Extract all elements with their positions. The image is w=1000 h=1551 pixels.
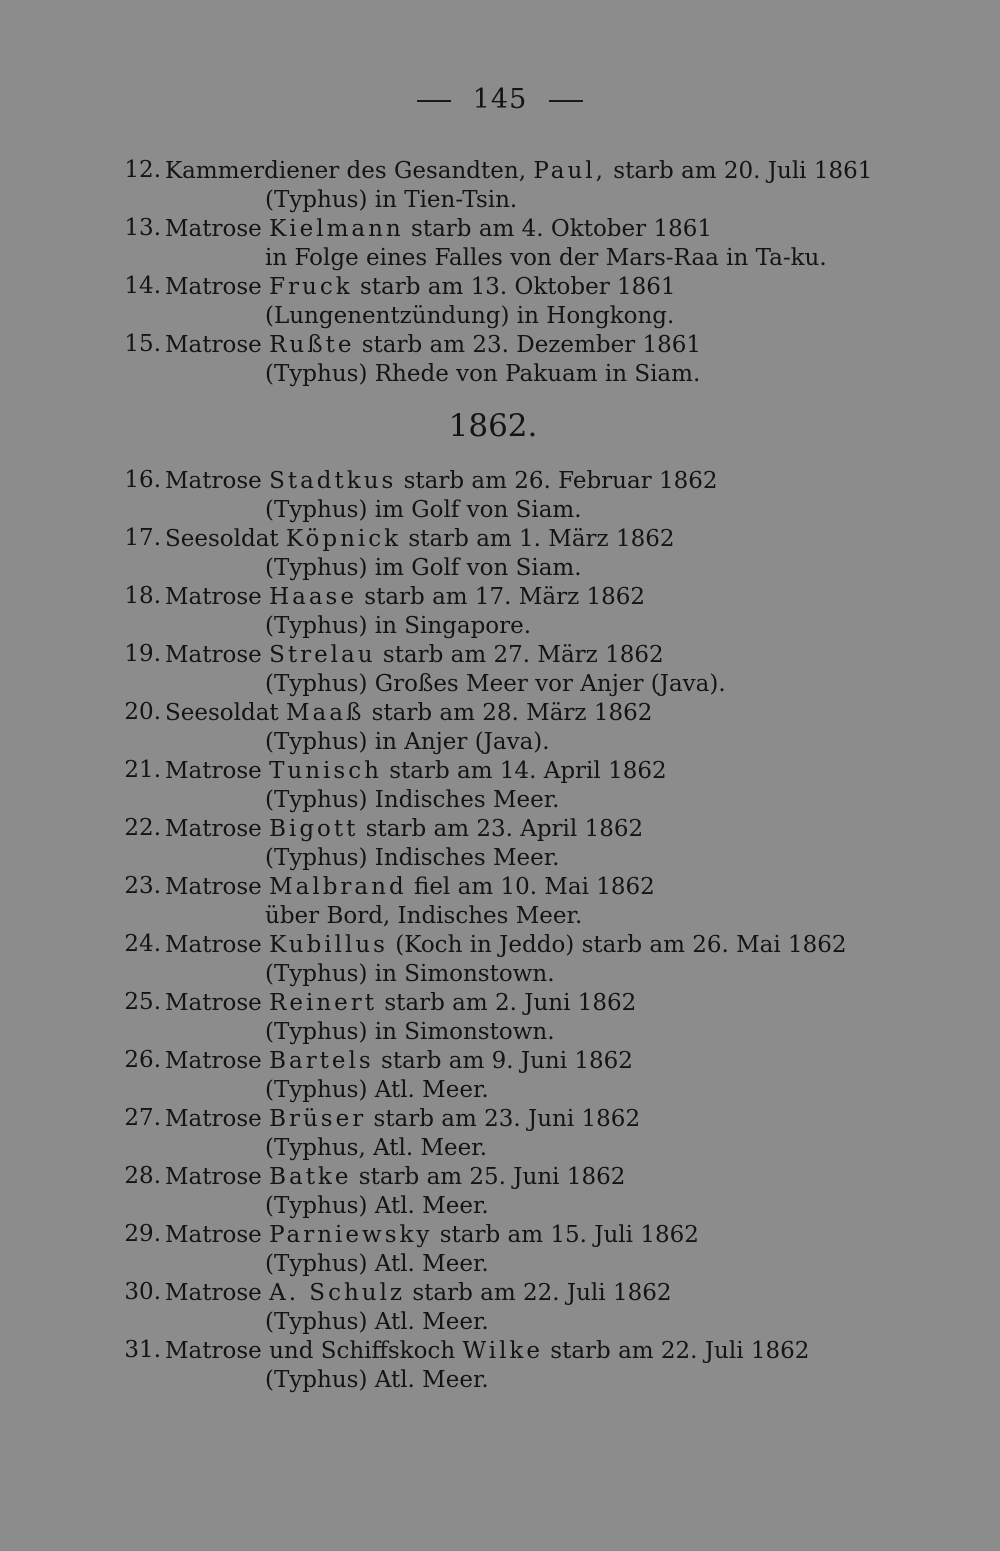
entry-name: Kubillus (269, 932, 388, 958)
entry-number: 23. (124, 873, 161, 899)
entry-cause: (Typhus) Atl. Meer. (265, 1077, 489, 1103)
entry-cause: (Lungenentzündung) in Hongkong. (265, 303, 675, 329)
list-item (113, 525, 913, 583)
entry-death: starb am 23. Juni 1862 (373, 1106, 641, 1132)
entries-1862 (113, 467, 913, 1395)
list-item (113, 1279, 913, 1337)
entry-cause: (Typhus) in Simonstown. (265, 961, 555, 987)
entry-rank: Matrose (165, 758, 262, 784)
dash-left (417, 100, 451, 102)
entry-name: Bigott (269, 816, 359, 842)
entry-cause: (Typhus) Atl. Meer. (265, 1367, 489, 1393)
entry-line1 (113, 467, 913, 496)
entry-death: starb am 27. März 1862 (382, 642, 664, 668)
entry-line1 (113, 1337, 913, 1366)
entry-line1 (113, 1105, 913, 1134)
entry-cause: (Typhus) Atl. Meer. (265, 1309, 489, 1335)
entry-cause: (Typhus) in Tien-Tsin. (265, 187, 518, 213)
entry-name: Reinert (269, 990, 378, 1016)
entry-death: fiel am 10. Mai 1862 (413, 874, 655, 900)
entry-line1 (113, 583, 913, 612)
entry-rank: Matrose (165, 216, 262, 242)
entry-death: starb am 2. Juni 1862 (384, 990, 637, 1016)
entry-rank: Matrose (165, 1048, 262, 1074)
entry-name: Batke (269, 1164, 352, 1190)
entry-cause: (Typhus) in Singapore. (265, 613, 532, 639)
entry-name: Bartels (269, 1048, 374, 1074)
list-item (113, 641, 913, 699)
list-item (113, 873, 913, 931)
entry-cause: (Typhus) Großes Meer vor Anjer (Java). (265, 671, 726, 697)
page-number (0, 84, 1000, 115)
entry-death: starb am 9. Juni 1862 (381, 1048, 633, 1074)
entry-cause: (Typhus) Atl. Meer. (265, 1193, 489, 1219)
list-item (113, 815, 913, 873)
entry-cause: in Folge eines Falles von der Mars-Raa in Ta-ku. (265, 245, 827, 271)
entry-death: (Koch in Jeddo) starb am 26. Mai 1862 (395, 932, 847, 958)
entry-line1 (113, 1047, 913, 1076)
entry-number: 29. (124, 1221, 161, 1247)
list-item (113, 1221, 913, 1279)
list-item (113, 1047, 913, 1105)
entry-cause: (Typhus) Rhede von Pakuam in Siam. (265, 361, 701, 387)
entry-line1 (113, 757, 913, 786)
entry-line1 (113, 215, 913, 244)
entry-cause: (Typhus) im Golf von Siam. (265, 555, 582, 581)
entry-rank: Matrose (165, 642, 262, 668)
entry-line1 (113, 1221, 913, 1250)
entry-number: 22. (124, 815, 161, 841)
entry-name: Kielmann (269, 216, 404, 242)
entry-name: Tunisch (269, 758, 382, 784)
entry-rank: Matrose (165, 1164, 262, 1190)
list-item (113, 331, 913, 389)
entry-name: Fruck (269, 274, 353, 300)
dash-right (549, 100, 583, 102)
list-item (113, 467, 913, 525)
entry-name: Haase (269, 584, 357, 610)
list-item (113, 215, 913, 273)
entry-death: starb am 4. Oktober 1861 (411, 216, 712, 242)
entry-rank: Matrose und Schiffskoch (165, 1338, 456, 1364)
entry-number: 21. (124, 757, 161, 783)
entry-cause: (Typhus) Indisches Meer. (265, 787, 560, 813)
list-item (113, 273, 913, 331)
entry-rank: Matrose (165, 332, 262, 358)
entry-cause: (Typhus) in Anjer (Java). (265, 729, 550, 755)
list-item (113, 757, 913, 815)
entry-name: Brüser (269, 1106, 367, 1132)
entry-name: Malbrand (269, 874, 407, 900)
entry-name: Rußte (269, 332, 355, 358)
entry-name: Maaß (285, 700, 365, 726)
list-item (113, 931, 913, 989)
entry-death: starb am 23. Dezember 1861 (361, 332, 702, 358)
page-number-text: 145 (472, 84, 528, 115)
list-item (113, 1163, 913, 1221)
entry-cause: (Typhus) im Golf von Siam. (265, 497, 582, 523)
entry-number: 31. (124, 1337, 161, 1363)
entry-name: Wilke (462, 1338, 543, 1364)
entry-name: A. Schulz (269, 1280, 406, 1306)
entry-number: 18. (124, 583, 161, 609)
entries-1861 (113, 157, 913, 389)
entry-number: 12. (124, 157, 161, 183)
entry-rank: Matrose (165, 1106, 262, 1132)
list-item (113, 1105, 913, 1163)
entry-death: starb am 17. März 1862 (364, 584, 646, 610)
entry-number: 28. (124, 1163, 161, 1189)
entry-number: 13. (124, 215, 161, 241)
entry-rank: Seesoldat (165, 526, 279, 552)
entry-rank: Matrose (165, 274, 262, 300)
entry-death: starb am 22. Juli 1862 (550, 1338, 810, 1364)
entry-name: Strelau (269, 642, 376, 668)
entry-rank: Matrose (165, 584, 262, 610)
entry-death: starb am 1. März 1862 (408, 526, 675, 552)
entry-number: 16. (124, 467, 161, 493)
entry-line1 (113, 873, 913, 902)
entry-number: 30. (124, 1279, 161, 1305)
list-item (113, 989, 913, 1047)
entry-name: Paul, (533, 158, 606, 184)
entry-cause: (Typhus) Atl. Meer. (265, 1251, 489, 1277)
entry-line1 (113, 331, 913, 360)
entry-name: Köpnick (285, 526, 402, 552)
entry-death: starb am 20. Juli 1861 (613, 158, 873, 184)
entry-death: starb am 13. Oktober 1861 (359, 274, 676, 300)
entry-rank: Matrose (165, 816, 262, 842)
entry-line1 (113, 815, 913, 844)
entry-death: starb am 26. Februar 1862 (403, 468, 718, 494)
entry-rank: Matrose (165, 874, 262, 900)
entry-rank: Matrose (165, 932, 262, 958)
year-heading: 1862. (448, 408, 538, 444)
entry-line1 (113, 989, 913, 1018)
entry-cause: (Typhus) Indisches Meer. (265, 845, 560, 871)
entry-death: starb am 22. Juli 1862 (412, 1280, 672, 1306)
entry-line1 (113, 1163, 913, 1192)
entry-cause: (Typhus, Atl. Meer. (265, 1135, 488, 1161)
entry-rank: Seesoldat (165, 700, 279, 726)
entry-number: 24. (124, 931, 161, 957)
entry-death: starb am 14. April 1862 (389, 758, 667, 784)
entry-line1 (113, 931, 913, 960)
entry-name: Stadtkus (269, 468, 397, 494)
entry-line1 (113, 273, 913, 302)
entry-line1 (113, 641, 913, 670)
entry-cause: (Typhus) in Simonstown. (265, 1019, 555, 1045)
entry-number: 19. (124, 641, 161, 667)
entry-rank: Matrose (165, 990, 262, 1016)
entry-death: starb am 28. März 1862 (371, 700, 653, 726)
entry-line1 (113, 157, 913, 186)
entry-death: starb am 15. Juli 1862 (439, 1222, 699, 1248)
entry-line1 (113, 525, 913, 554)
entry-death: starb am 25. Juni 1862 (358, 1164, 626, 1190)
entry-rank: Matrose (165, 1222, 262, 1248)
entry-number: 20. (124, 699, 161, 725)
entry-rank: Matrose (165, 468, 262, 494)
list-item (113, 1337, 913, 1395)
list-item (113, 157, 913, 215)
entry-line1 (113, 1279, 913, 1308)
entry-number: 17. (124, 525, 161, 551)
entry-number: 25. (124, 989, 161, 1015)
entry-rank: Matrose (165, 1280, 262, 1306)
list-item (113, 699, 913, 757)
entry-line1 (113, 699, 913, 728)
entry-number: 15. (124, 331, 161, 357)
list-item (113, 583, 913, 641)
entry-number: 26. (124, 1047, 161, 1073)
entry-death: starb am 23. April 1862 (365, 816, 644, 842)
entry-name: Parniewsky (269, 1222, 433, 1248)
entry-rank: Kammerdiener des Gesandten, (165, 158, 527, 184)
entry-number: 14. (124, 273, 161, 299)
entry-cause: über Bord, Indisches Meer. (265, 903, 583, 929)
entry-number: 27. (124, 1105, 161, 1131)
